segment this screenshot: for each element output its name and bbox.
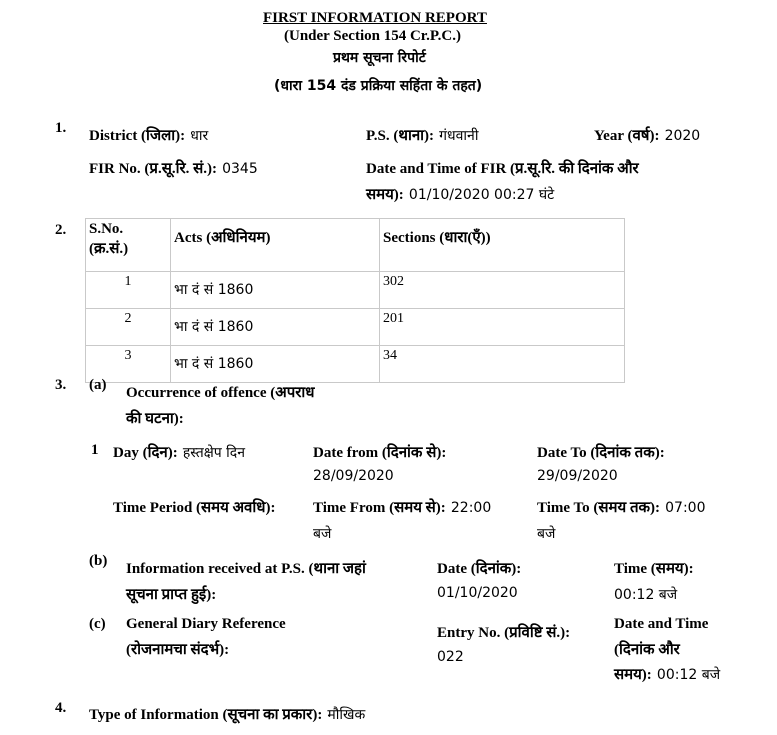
- acts-sections-table: [85, 218, 625, 383]
- date-to-label: Date To (दिनांक तक):: [537, 445, 665, 461]
- table-row: [86, 272, 625, 309]
- received-date-value: 01/10/2020: [437, 585, 518, 601]
- time-to-field: [537, 497, 705, 517]
- district-field: [89, 125, 208, 145]
- diary-datetime-label-3: समय):: [614, 667, 652, 683]
- section-1-number: 1.: [55, 120, 67, 136]
- fir-datetime-field: [366, 184, 554, 204]
- time-to-value: 07:00: [665, 500, 706, 516]
- table-row: [86, 346, 625, 383]
- received-date-label: Date (दिनांक):: [437, 561, 522, 577]
- row-sno: 2: [86, 309, 171, 346]
- time-from-value: 22:00: [450, 500, 492, 516]
- year-field: [594, 125, 700, 145]
- time-period-label: Time Period (समय अवधि):: [113, 500, 276, 516]
- general-diary-label: General Diary Reference: [126, 616, 286, 632]
- header-sno-hi: (क्र.सं.): [89, 241, 129, 257]
- sub-b-label: (b): [89, 553, 108, 569]
- district-value: धार: [190, 128, 209, 144]
- report-subtitle-en: (Under Section 154 Cr.P.C.): [284, 28, 461, 44]
- district-label: District (जिला):: [89, 128, 186, 144]
- fir-number-label: FIR No. (प्र.सू.रि. सं.):: [89, 161, 217, 177]
- fir-number-value: 0345: [222, 161, 258, 177]
- report-title-en: FIRST INFORMATION REPORT: [263, 10, 487, 26]
- header-sno-en: S.No.: [89, 221, 124, 237]
- general-diary-label-2: (रोजनामचा संदर्भ):: [126, 642, 230, 658]
- diary-datetime-value: 00:12 बजे: [656, 667, 721, 683]
- occurrence-label-2: की घटना):: [126, 411, 184, 427]
- row-section: 34: [380, 346, 625, 383]
- info-received-label-2: सूचना प्राप्त हुई):: [126, 587, 217, 603]
- entry-number-label: Entry No. (प्रविष्टि सं.):: [437, 625, 571, 641]
- header-sections: Sections (धारा(एँ)): [380, 219, 625, 272]
- info-type-label: Type of Information (सूचना का प्रकार):: [89, 707, 323, 723]
- year-label: Year (वर्ष):: [594, 128, 660, 144]
- row-act: भा दं सं 1860: [171, 272, 380, 309]
- sub-c-label: (c): [89, 616, 106, 632]
- section-3-number: 3.: [55, 377, 67, 393]
- date-from-value: 28/09/2020: [313, 468, 394, 484]
- date-to-value: 29/09/2020: [537, 468, 618, 484]
- row-act: भा दं सं 1860: [171, 309, 380, 346]
- report-subtitle-hi: (धारा 154 दंड प्रक्रिया सहिंता के तहत): [274, 78, 483, 94]
- table-row: [86, 309, 625, 346]
- year-value: 2020: [664, 128, 701, 144]
- header-acts: Acts (अधिनियम): [171, 219, 380, 272]
- day-value: हस्तक्षेप दिन: [182, 445, 245, 461]
- time-to-label: Time To (समय तक):: [537, 500, 661, 516]
- day-label: Day (दिन):: [113, 445, 178, 461]
- entry-number-value: 022: [437, 649, 464, 665]
- info-type-field: [89, 704, 365, 724]
- section-4-number: 4.: [55, 700, 67, 716]
- occurrence-label: Occurrence of offence (अपराध: [126, 385, 315, 401]
- received-time-label: Time (समय):: [614, 561, 694, 577]
- section-2-number: 2.: [55, 222, 67, 238]
- day-field: [113, 442, 245, 462]
- row-sno: 1: [86, 272, 171, 309]
- time-from-unit: बजे: [313, 526, 332, 542]
- time-from-label: Time From (समय से):: [313, 500, 446, 516]
- header-sno: [86, 219, 171, 272]
- row-section: 201: [380, 309, 625, 346]
- fir-datetime-value: 01/10/2020 00:27 घंटे: [408, 187, 555, 203]
- row-act: भा दं सं 1860: [171, 346, 380, 383]
- row-sno: 3: [86, 346, 171, 383]
- occurrence-row-number: 1: [91, 442, 99, 458]
- time-to-unit: बजे: [537, 526, 556, 542]
- ps-field: [366, 125, 478, 145]
- info-type-value: मौखिक: [327, 707, 366, 723]
- fir-number-field: [89, 158, 258, 178]
- date-from-label: Date from (दिनांक से):: [313, 445, 447, 461]
- table-header-row: [86, 219, 625, 272]
- diary-datetime-field: [614, 664, 720, 684]
- diary-datetime-label-2: (दिनांक और: [614, 642, 680, 658]
- info-received-label: Information received at P.S. (थाना जहां: [126, 561, 366, 577]
- ps-value: गंधवानी: [439, 128, 479, 144]
- row-section: 302: [380, 272, 625, 309]
- sub-a-label: (a): [89, 377, 107, 393]
- fir-datetime-label: Date and Time of FIR (प्र.सू.रि. की दिनांक और: [366, 161, 639, 177]
- received-time-value: 00:12 बजे: [614, 587, 678, 603]
- report-title-hi: प्रथम सूचना रिपोर्ट: [333, 50, 426, 66]
- time-from-field: [313, 497, 491, 517]
- diary-datetime-label: Date and Time: [614, 616, 709, 632]
- fir-datetime-label-2: समय):: [366, 187, 404, 203]
- ps-label: P.S. (थाना):: [366, 128, 435, 144]
